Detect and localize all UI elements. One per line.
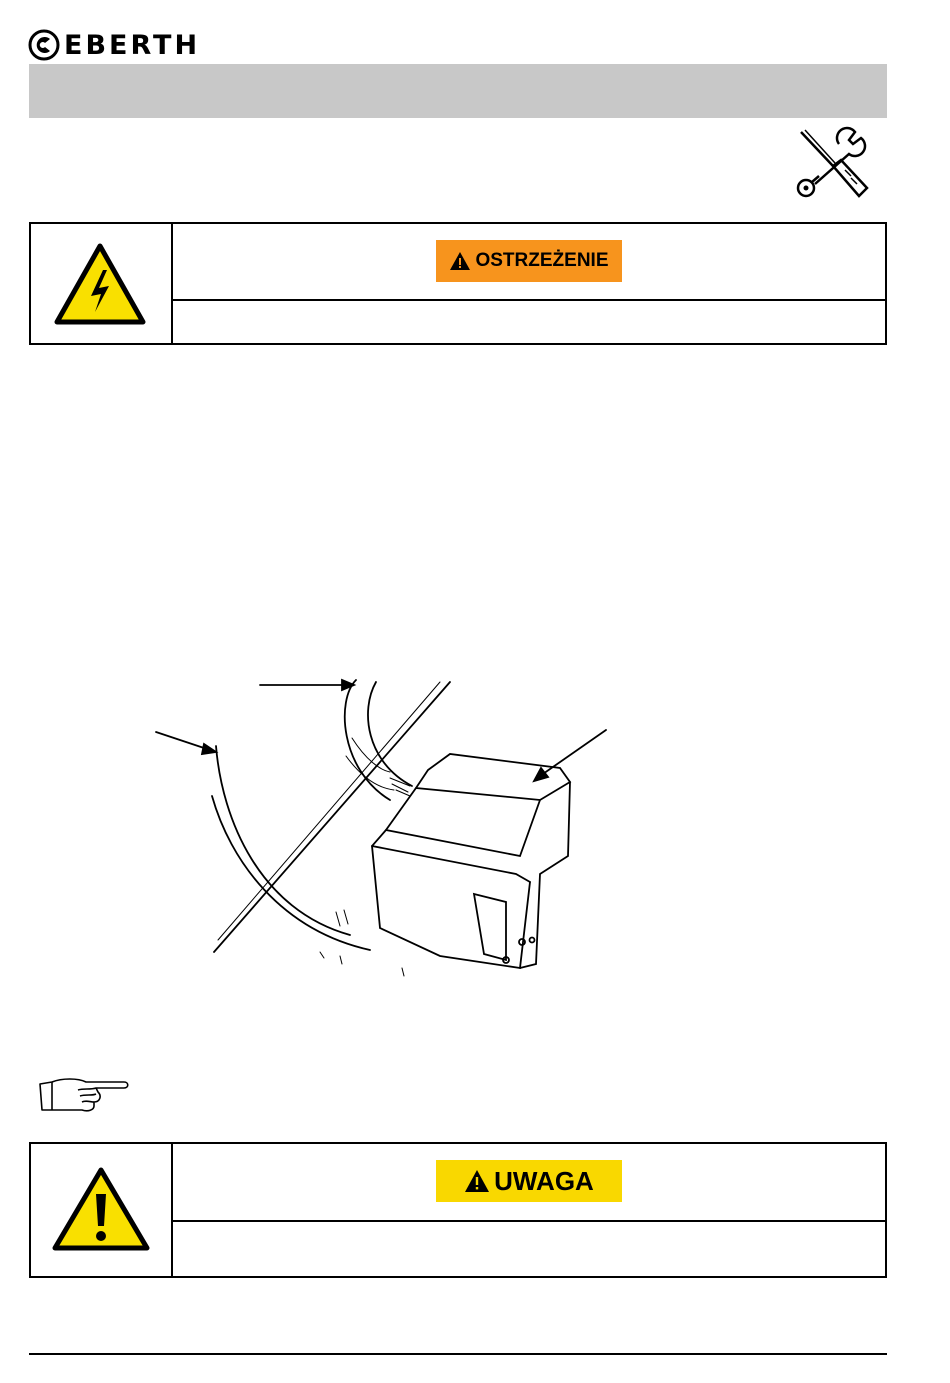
pump-hose-illustration — [140, 660, 620, 980]
footer-divider — [29, 1353, 887, 1355]
screwdriver-wrench-icon — [793, 126, 871, 202]
warning-box — [29, 222, 887, 345]
caution-signal-word — [436, 1160, 622, 1202]
caution-signal-text: UWAGA — [494, 1165, 594, 1196]
general-warning-icon — [51, 1166, 151, 1252]
warning-symbol-cell — [31, 224, 173, 343]
brand-logo — [28, 28, 248, 62]
caution-label-row — [173, 1144, 885, 1222]
alert-triangle-icon — [449, 251, 471, 271]
electric-hazard-icon — [53, 242, 147, 326]
warning-signal-text: OSTRZEŻENIE — [475, 250, 609, 271]
alert-triangle-icon — [464, 1169, 490, 1193]
caution-text — [173, 1220, 885, 1276]
pointing-hand-icon — [38, 1076, 130, 1116]
eberth-logo-icon — [28, 29, 60, 61]
caution-symbol-cell — [31, 1144, 173, 1276]
brand-name: EBERTH — [64, 29, 201, 61]
warning-text — [173, 299, 885, 343]
warning-label-row — [173, 224, 885, 301]
warning-signal-word — [436, 240, 622, 282]
caution-box — [29, 1142, 887, 1278]
header-bar — [29, 64, 887, 118]
